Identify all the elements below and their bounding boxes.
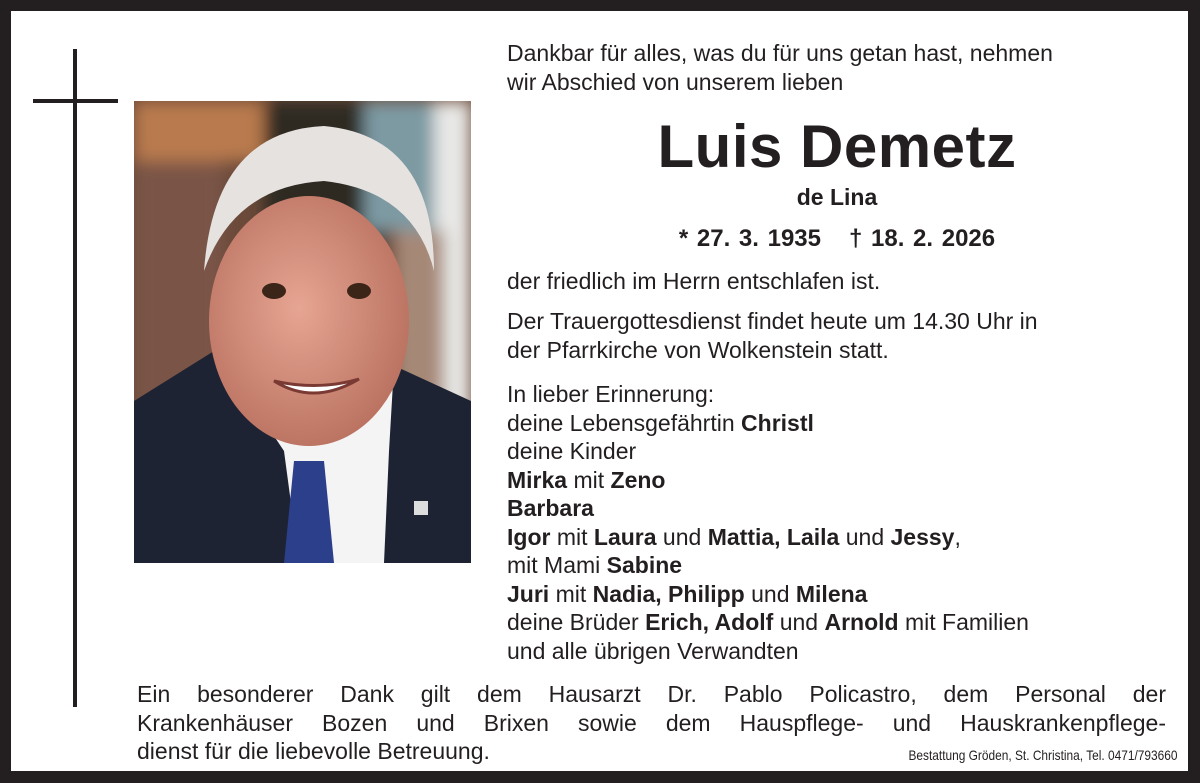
cross-icon bbox=[73, 49, 77, 707]
deceased-nickname: de Lina bbox=[796, 184, 878, 210]
family-text: deine Kinder bbox=[507, 438, 637, 464]
family-text: In lieber Erinnerung: bbox=[507, 381, 715, 407]
family-line bbox=[507, 523, 1029, 552]
family-line bbox=[507, 409, 1029, 438]
life-dates bbox=[507, 225, 1167, 253]
family-line bbox=[507, 380, 1029, 409]
family-member-name: Barbara bbox=[507, 495, 594, 521]
family-line bbox=[507, 494, 1029, 523]
family-text: deine Brüder bbox=[507, 609, 646, 635]
family-member-name: Christl bbox=[741, 409, 814, 436]
family-member-name: Mirka bbox=[507, 466, 568, 493]
service-line: der Pfarrkirche von Wolkenstein statt. bbox=[507, 336, 889, 363]
family-member-name: Zeno bbox=[610, 466, 666, 493]
passed-text bbox=[507, 267, 880, 296]
family-line bbox=[507, 580, 1029, 609]
family-member-name: Sabine bbox=[606, 552, 683, 578]
family-line bbox=[507, 637, 1029, 666]
family-text: und alle übrigen Verwandten bbox=[507, 637, 799, 664]
family-text: deine Lebensgefährtin bbox=[507, 409, 742, 436]
family-line bbox=[507, 437, 1029, 466]
portrait-photo bbox=[134, 101, 471, 563]
service-line: Der Trauergottesdienst findet heute um 14.30 Uhr in bbox=[507, 308, 1038, 334]
family-text: mit bbox=[549, 580, 593, 607]
thanks-line: Ein besonderer Dank gilt dem Hausarzt Dr. Pablo Policastro, dem Personal der bbox=[137, 681, 1166, 707]
family-member-name: Juri bbox=[507, 580, 550, 607]
family-text: mit Mami bbox=[507, 552, 607, 578]
intro-line: wir Abschied von unserem lieben bbox=[507, 68, 844, 95]
family-member-name: Jessy bbox=[890, 523, 955, 550]
funeral-home-contact: Bestattung Gröden, St. Christina, Tel. 0471/793660 bbox=[908, 747, 1178, 763]
family-line bbox=[507, 466, 1029, 495]
death-date: † 18. 2. 2026 bbox=[849, 225, 996, 252]
family-text: und bbox=[839, 523, 891, 550]
family-list bbox=[507, 380, 1029, 665]
family-member-name: Nadia, Philipp bbox=[592, 580, 745, 607]
family-text: mit bbox=[550, 523, 594, 550]
intro-text bbox=[507, 39, 1053, 96]
family-member-name: Laura bbox=[593, 523, 657, 550]
family-text: mit Familien bbox=[898, 609, 1029, 635]
family-text: mit bbox=[567, 466, 611, 493]
intro-line: Dankbar für alles, was du für uns getan hast, nehmen bbox=[507, 40, 1053, 66]
family-text: , bbox=[954, 523, 961, 550]
family-text: und bbox=[773, 609, 825, 635]
family-text: und bbox=[656, 523, 708, 550]
family-member-name: Igor bbox=[507, 523, 551, 550]
thanks-line: dienst für die liebevolle Betreuung. bbox=[137, 738, 490, 764]
family-text: und bbox=[744, 580, 796, 607]
family-line bbox=[507, 608, 1029, 637]
family-member-name: Arnold bbox=[824, 609, 899, 635]
service-text bbox=[507, 307, 1038, 364]
birth-date: * 27. 3. 1935 bbox=[678, 225, 821, 252]
passed-line: der friedlich im Herrn entschlafen ist. bbox=[507, 268, 881, 294]
family-member-name: Erich, Adolf bbox=[645, 609, 774, 635]
family-line bbox=[507, 551, 1029, 580]
family-member-name: Milena bbox=[795, 580, 868, 607]
cross-icon-bar bbox=[33, 99, 118, 103]
deceased-name: Luis Demetz bbox=[657, 113, 1017, 180]
family-member-name: Mattia, Laila bbox=[707, 523, 840, 550]
thanks-line: Krankenhäuser Bozen und Brixen sowie dem Hauspflege- und Hauskrankenpflege- bbox=[137, 709, 1166, 736]
